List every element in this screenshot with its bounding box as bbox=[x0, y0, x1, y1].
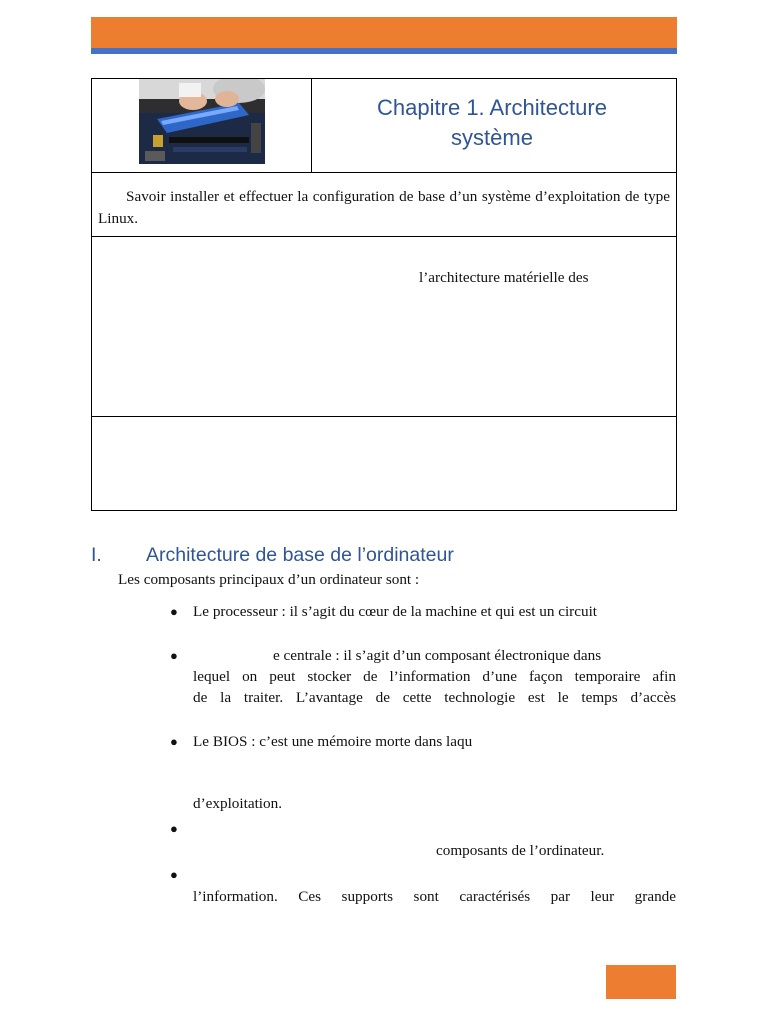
section-heading bbox=[91, 542, 454, 568]
chapter-header-table bbox=[91, 78, 677, 511]
bullet-dot-icon: ● bbox=[170, 867, 178, 882]
objective-row bbox=[92, 173, 676, 237]
empty-row bbox=[92, 417, 676, 511]
content-row bbox=[92, 237, 676, 417]
header-bar-blue bbox=[91, 48, 677, 54]
bullet-dot-icon: ● bbox=[170, 821, 178, 836]
objective-text: Savoir installer et effectuer la configuration de base d’un système d’exploitation de type Linux. bbox=[98, 188, 670, 227]
bullet-5-line2: l’information. Ces supports sont caractérisés par leur grande bbox=[193, 888, 676, 905]
bullet-dot-icon: ● bbox=[170, 604, 178, 619]
bullet-memory-line2: lequel on peut stocker de l’information d’une façon temporaire afin bbox=[193, 668, 676, 685]
architecture-fragment: l’architecture matérielle des bbox=[419, 269, 589, 286]
page-number-box bbox=[606, 965, 676, 999]
bullet-dot-icon: ● bbox=[170, 734, 178, 749]
bullet-processor-line1: Le processeur : il s’agit du cœur de la machine et qui est un circuit bbox=[193, 603, 598, 620]
title-row bbox=[92, 79, 676, 173]
chapter-title-line1: Chapitre 1. Architecture bbox=[377, 95, 607, 120]
section-title: Architecture de base de l’ordinateur bbox=[146, 544, 454, 566]
section-number: I. bbox=[91, 544, 102, 566]
bullet-dot-icon: ● bbox=[170, 648, 178, 663]
bullet-bios-line4: d’exploitation. bbox=[193, 795, 282, 812]
bullet-4-line2: composants de l’ordinateur. bbox=[436, 842, 605, 859]
chapter-title bbox=[322, 93, 662, 153]
image-cell bbox=[92, 79, 312, 172]
chapter-title-line2: système bbox=[451, 125, 533, 150]
bullet-bios-line1: Le BIOS : c’est une mémoire morte dans laqu bbox=[193, 733, 473, 750]
section-intro: Les composants principaux d’un ordinateur sont : bbox=[118, 571, 420, 588]
motherboard-photo-icon bbox=[139, 79, 265, 164]
bullet-memory-line3: de la traiter. L’avantage de cette technologie est le temps d’accès bbox=[193, 689, 676, 706]
bullet-memory-line1: e centrale : il s’agit d’un composant électronique dans bbox=[273, 647, 602, 664]
header-bar-orange bbox=[91, 17, 677, 48]
